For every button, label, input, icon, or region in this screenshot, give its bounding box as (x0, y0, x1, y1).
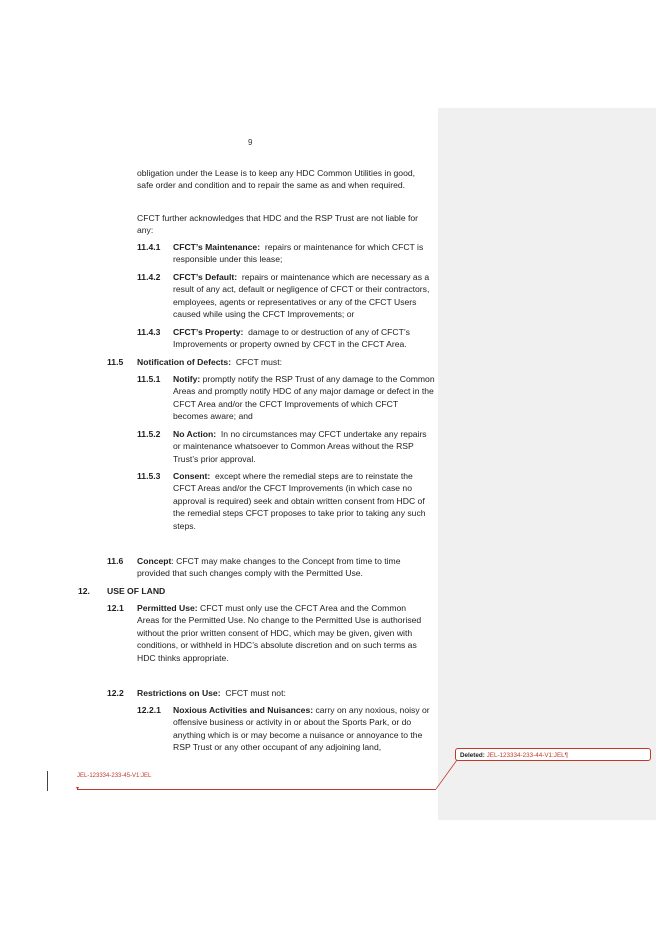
connector-line (436, 760, 457, 789)
balloon-value: JEL-123334-233-44-V1:JEL¶ (486, 752, 569, 759)
clause-number: 12.2.1 (137, 705, 161, 715)
clause-title: No Action: (173, 429, 217, 439)
comment-connector (436, 758, 460, 790)
clause-text: CFCT must only use the CFCT Area and the Common Areas for the Permitted Use. No change to the Permitted Use is authorised without the prior written consent of HDC, which may be given, given with conditions, or withheld in HDC’s absolute discretion and on such terms as HDC thinks appropriate. (137, 603, 422, 663)
clause-title: CFCT’s Property: (173, 327, 244, 337)
clause-11-5-1 (173, 373, 435, 423)
clause-number: 11.5.3 (137, 471, 161, 481)
clause-number: 11.5.1 (137, 374, 161, 384)
clause-number: 12.1 (107, 603, 124, 613)
revision-anchor-line (77, 789, 436, 790)
clause-number: 11.6 (107, 556, 124, 566)
clause-title: Permitted Use: (137, 603, 198, 613)
clause-number: 11.4.3 (137, 327, 161, 337)
clause-text: : CFCT may make changes to the Concept from time to time provided that such changes comply with the Permitted Use. (137, 556, 401, 579)
clause-text: repairs or maintenance for which CFCT is responsible under this lease; (173, 242, 424, 265)
clause-11-5 (137, 356, 427, 368)
markup-pane (438, 108, 656, 820)
clause-title: CFCT’s Maintenance: (173, 242, 261, 252)
balloon-label: Deleted: (460, 752, 485, 759)
clause-text: promptly notify the RSP Trust of any damage to the Common Areas and promptly notify HDC of any major damage or defect in the CFCT Area and/or the CFCT Improvements of which CFCT becomes aware; and (173, 374, 435, 422)
clause-text: CFCT must: (235, 357, 282, 367)
clause-11-6 (137, 555, 427, 580)
clause-number: 11.5.2 (137, 429, 161, 439)
paragraph-intro: obligation under the Lease is to keep any HDC Common Utilities in good, safe order and condition and to repair the same as and when required. (137, 168, 416, 191)
clause-11-4-3 (173, 326, 435, 351)
clause-11-5-2 (173, 428, 435, 465)
clause-number: 11.5 (107, 357, 124, 367)
clause-title: Concept (137, 556, 172, 566)
paragraph-acknowledge: CFCT further acknowledges that HDC and the RSP Trust are not liable for any: (137, 213, 419, 236)
clause-title: Noxious Activities and Nuisances: (173, 705, 314, 715)
footer-document-id: JEL-123334-233-45-V1:JEL (77, 773, 152, 779)
clause-number: 11.4.2 (137, 272, 161, 282)
clause-12-1 (137, 602, 427, 664)
clause-title: Restrictions on Use: (137, 688, 221, 698)
clause-11-4-1 (173, 241, 435, 266)
clause-number: 12.2 (107, 688, 124, 698)
clause-title: Notify: (173, 374, 201, 384)
section-title: USE OF LAND (107, 586, 166, 596)
clause-12-2 (137, 687, 427, 699)
clause-number: 11.4.1 (137, 242, 161, 252)
clause-text: In no circumstances may CFCT undertake any repairs or maintenance whatsoever to Common Areas without the RSP Trust’s prior approval. (173, 429, 427, 464)
clause-text: repairs or maintenance which are necessary as a result of any act, default or negligence of CFCT or their contractors, employees, agents or representatives or any of the CFCT Users caused while using the CFCT Improvements; or (173, 272, 430, 320)
clause-text: carry on any noxious, noisy or offensive business or activity in or about the Sports Park, or do anything which is or may become a nuisance or annoyance to the RSP Trust or any other occupant of any adjoining land, (173, 705, 430, 753)
section-number: 12. (78, 586, 90, 596)
clause-11-4-2 (173, 271, 435, 321)
clause-title: Consent: (173, 471, 211, 481)
clause-text: CFCT must not: (225, 688, 286, 698)
change-bar (47, 771, 48, 791)
revision-balloon[interactable] (455, 748, 651, 761)
revision-marker: ▾ (76, 786, 80, 792)
page-number: 9 (248, 138, 253, 147)
clause-12-2-1 (173, 704, 435, 754)
clause-text: except where the remedial steps are to reinstate the CFCT Areas and/or the CFCT Improvements (in which case no approval is required) seek and obtain written consent from HDC of the remedial steps CFCT proposes to take prior to taking any such steps. (173, 471, 426, 531)
clause-title: Notification of Defects: (137, 357, 232, 367)
clause-text: damage to or destruction of any of CFCT’s Improvements or property owned by CFCT in the CFCT Area. (173, 327, 410, 350)
clause-11-5-3 (173, 470, 435, 532)
clause-title: CFCT’s Default: (173, 272, 238, 282)
